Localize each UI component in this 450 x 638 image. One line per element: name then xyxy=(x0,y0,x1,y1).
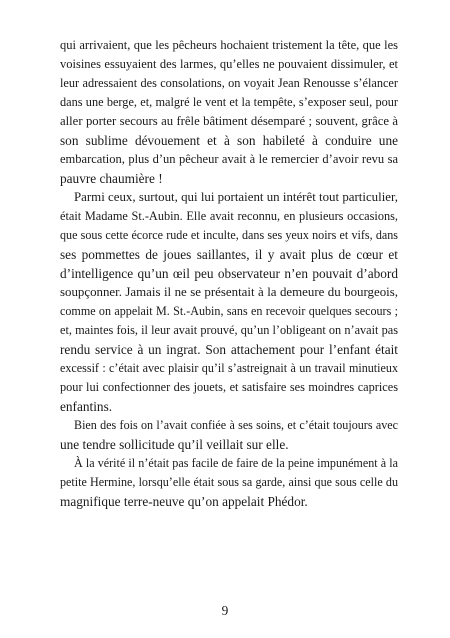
text-line: ses pommettes de joues saillantes, il y avait plus de cœur et xyxy=(60,247,398,262)
text-line: leur adressaient des consolations, on voyait Jean Renousse s’élancer xyxy=(60,76,398,90)
text-line: À la vérité il n’était pas facile de faire de la peine impunément à la xyxy=(74,456,398,470)
paragraph xyxy=(60,36,398,188)
text-line: comme on appelait M. St.-Aubin, sans en recevoir quelques secours ; xyxy=(60,304,398,318)
text-line: dans une berge, et, malgré le vent et la tempête, s’exposer seul, pour xyxy=(60,95,398,109)
text-line: d’intelligence qu’un œil peu observateur n’en pouvait d’abord xyxy=(60,266,398,281)
text-line: Bien des fois on l’avait confiée à ses soins, et c’était toujours avec xyxy=(74,418,398,432)
text-line: soupçonner. Jamais il ne se présentait à la demeure du bourgeois, xyxy=(60,285,398,299)
text-line: que sous cette écorce rude et inculte, dans ses yeux noirs et vifs, dans xyxy=(60,228,398,242)
text-line: excessif : c’était avec plaisir qu’il s’astreignait à un travail minutieux xyxy=(60,361,398,375)
text-line: magnifique terre-neuve qu’on appelait Phédor. xyxy=(60,494,308,509)
body-text xyxy=(60,36,398,511)
text-line: son sublime dévouement et à son habileté à conduire une xyxy=(60,133,398,148)
text-line: rendu service à un ingrat. Son attachement pour l’enfant était xyxy=(60,342,398,357)
paragraph xyxy=(60,454,398,511)
paragraph xyxy=(60,188,398,416)
text-line: était Madame St.-Aubin. Elle avait reconnu, en plusieurs occasions, xyxy=(60,209,398,223)
text-line: et, maintes fois, il leur avait prouvé, qu’un l’obligeant on n’avait pas xyxy=(60,323,398,337)
text-line: pour lui confectionner des jouets, et satisfaire ses moindres caprices xyxy=(60,380,398,394)
text-line: voisines essuyaient des larmes, qu’elles ne pouvaient dissimuler, et xyxy=(60,57,398,71)
page-number: 9 xyxy=(221,603,229,618)
text-line: qui arrivaient, que les pêcheurs hochaient tristement la tête, que les xyxy=(60,38,398,52)
text-line: embarcation, plus d’un pêcheur avait à le remercier d’avoir revu sa xyxy=(60,152,398,166)
text-line: une tendre sollicitude qu’il veillait sur elle. xyxy=(60,437,289,452)
text-line: aller porter secours au frêle bâtiment désemparé ; souvent, grâce à xyxy=(60,114,398,128)
text-line: petite Hermine, lorsqu’elle était sous sa garde, ainsi que sous celle du xyxy=(60,475,398,489)
paragraph xyxy=(60,416,398,454)
text-line: enfantins. xyxy=(60,399,113,414)
text-line: Parmi ceux, surtout, qui lui portaient un intérêt tout particulier, xyxy=(74,190,398,204)
text-line: pauvre chaumière ! xyxy=(60,171,163,186)
